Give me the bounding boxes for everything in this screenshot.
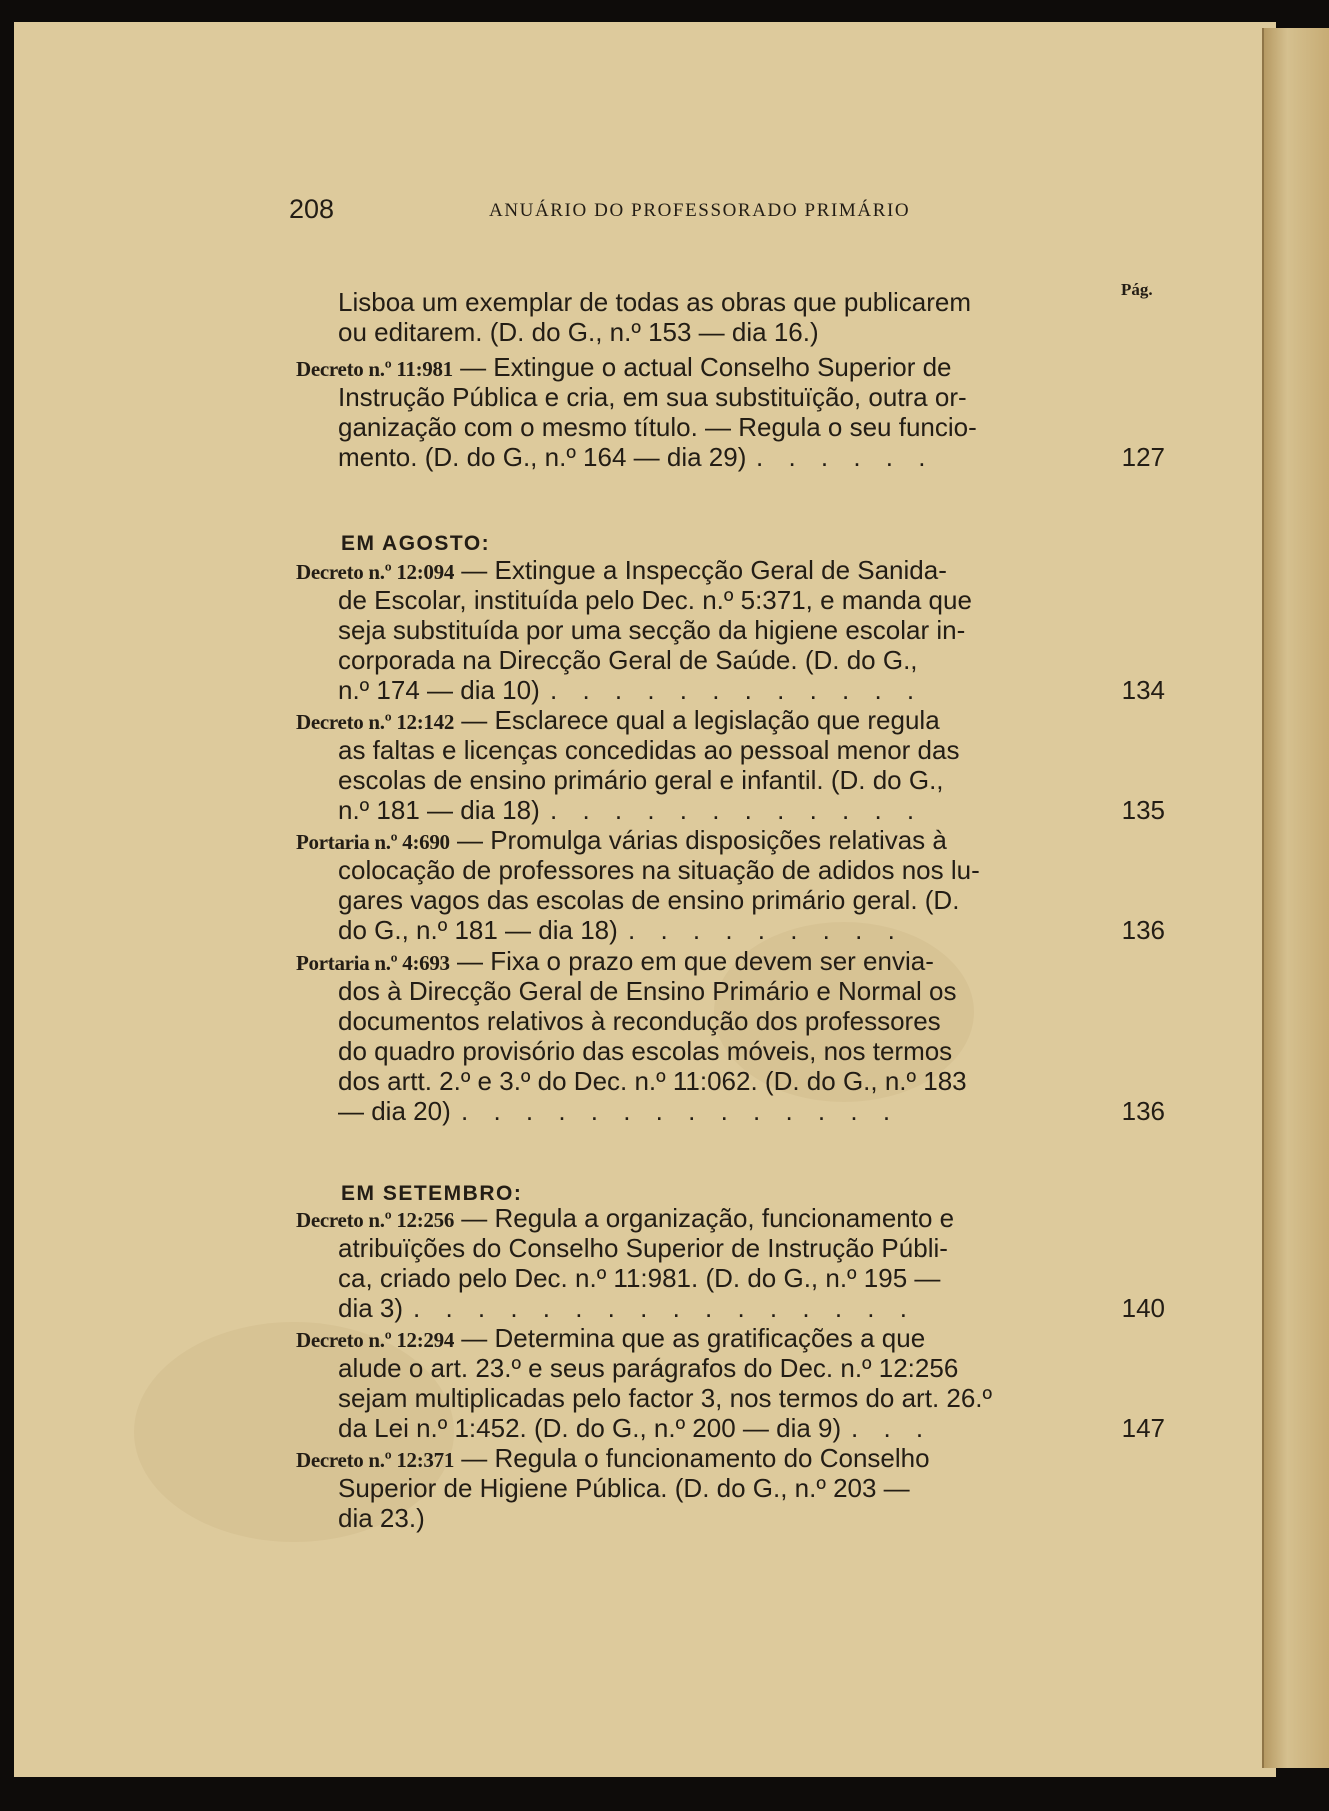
- entry-text: [338, 585, 972, 615]
- entry-body: — Esclarece qual a legislação que regula: [454, 705, 940, 735]
- index-line: [14, 555, 1276, 585]
- entry-text: [338, 382, 967, 412]
- entry-text: [338, 442, 746, 472]
- decree-reference: Decreto n.º 12:294: [296, 1328, 455, 1352]
- index-line: [14, 825, 1276, 855]
- leader-dots: . . . . . . . . . . . .: [550, 795, 924, 825]
- entry-text: [296, 1443, 930, 1475]
- entry-body: — Promulga várias disposições relativas à: [449, 825, 947, 855]
- decree-reference: Decreto n.º 12:371: [296, 1448, 455, 1472]
- page-reference: 136: [1121, 915, 1165, 945]
- page-number: 208: [289, 194, 335, 224]
- entry-text: [338, 765, 944, 795]
- index-line: [14, 1006, 1276, 1036]
- entry-text: [296, 705, 940, 737]
- entry-body: colocação de professores na situação de adidos nos lu-: [338, 855, 980, 885]
- entry-body: — dia 20): [338, 1096, 451, 1126]
- entry-text: [338, 317, 819, 347]
- entry-body: mento. (D. do G., n.º 164 — dia 29): [338, 442, 747, 472]
- index-line: [14, 1323, 1276, 1353]
- entry-text: [338, 645, 918, 675]
- page-reference: 147: [1121, 1413, 1165, 1443]
- page-reference: 134: [1121, 675, 1165, 705]
- entry-text: [338, 675, 540, 705]
- index-line: [14, 1473, 1276, 1503]
- entry-body: n.º 181 — dia 18): [338, 795, 540, 825]
- entry-body: Instrução Pública e cria, em sua substituïção, outra or-: [338, 382, 967, 412]
- entry-text: [338, 1503, 425, 1533]
- entry-body: Lisboa um exemplar de todas as obras que publicarem: [338, 287, 972, 317]
- entry-body: dos à Direcção Geral de Ensino Primário e Normal os: [338, 976, 957, 1006]
- index-line: [14, 855, 1276, 885]
- decree-reference: Decreto n.º 12:142: [296, 710, 455, 734]
- entry-body: da Lei n.º 1:452. (D. do G., n.º 200 — dia 9): [338, 1413, 842, 1443]
- entry-body: ganização com o mesmo título. — Regula o seu funcio-: [338, 412, 977, 442]
- entry-text: [338, 1006, 941, 1036]
- index-line: [14, 1263, 1276, 1293]
- entry-text: [338, 1066, 967, 1096]
- entry-body: dia 3): [338, 1293, 404, 1323]
- entry-text: [296, 1323, 925, 1355]
- index-line: [14, 1503, 1276, 1533]
- entry-text: [296, 946, 934, 978]
- decree-reference: Decreto n.º 12:256: [296, 1208, 455, 1232]
- entry-body: corporada na Direcção Geral de Saúde. (D. do G.,: [338, 645, 918, 675]
- decree-reference: Decreto n.º 12:094: [296, 560, 455, 584]
- index-line: [14, 615, 1276, 645]
- index-line: [14, 1413, 1276, 1443]
- decree-reference: Decreto n.º 11:981: [296, 357, 453, 381]
- entry-body: — Determina que as gratificações a que: [454, 1323, 926, 1353]
- entry-body: documentos relativos à recondução dos professores: [338, 1006, 941, 1036]
- index-line: [14, 885, 1276, 915]
- index-line: [14, 946, 1276, 976]
- entry-body: dos artt. 2.º e 3.º do Dec. n.º 11:062. (D. do G., n.º 183: [338, 1066, 967, 1096]
- entry-body: — Regula o funcionamento do Conselho: [454, 1443, 930, 1473]
- entry-text: [338, 1383, 992, 1413]
- entry-body: ou editarem. (D. do G., n.º 153 — dia 16.): [338, 317, 819, 347]
- index-line: [14, 352, 1276, 382]
- entry-body: escolas de ensino primário geral e infantil. (D. do G.,: [338, 765, 944, 795]
- entry-body: dia 23.): [338, 1503, 425, 1533]
- leader-dots: . . . . . . . . .: [628, 915, 904, 945]
- entry-text: [296, 825, 947, 857]
- page-edge: [1262, 28, 1329, 1768]
- entry-body: gares vagos das escolas de ensino primário geral. (D.: [338, 885, 960, 915]
- entry-text: [338, 735, 959, 765]
- running-title: ANUÁRIO DO PROFESSORADO PRIMÁRIO: [489, 200, 911, 221]
- entry-text: [338, 412, 977, 442]
- entry-text: [338, 1263, 940, 1293]
- page-reference: 127: [1121, 442, 1165, 472]
- entry-text: [338, 1353, 958, 1383]
- entry-text: [338, 976, 956, 1006]
- index-line: [14, 705, 1276, 735]
- entry-text: [338, 615, 965, 645]
- index-line: [14, 317, 1276, 347]
- leader-dots: . . . . . . . . . . . .: [550, 675, 924, 705]
- index-line: [14, 287, 1276, 317]
- index-line: [14, 412, 1276, 442]
- index-line: [14, 585, 1276, 615]
- leader-dots: . . . . . . . . . . . . . .: [461, 1096, 900, 1126]
- entry-text: [338, 1096, 451, 1126]
- entry-body: — Extingue o actual Conselho Superior de: [452, 352, 952, 382]
- entry-text: [296, 1203, 954, 1235]
- book-page: [14, 22, 1276, 1777]
- entry-text: [338, 1233, 948, 1263]
- entry-text: [296, 352, 952, 384]
- index-line: [14, 765, 1276, 795]
- index-line: [14, 382, 1276, 412]
- entry-text: [338, 1413, 841, 1443]
- leader-dots: . . . . . .: [756, 442, 935, 472]
- entry-body: — Regula a organização, funcionamento e: [454, 1203, 955, 1233]
- index-line: [14, 976, 1276, 1006]
- index-line: [14, 1233, 1276, 1263]
- section-heading: EM SETEMBRO:: [341, 1182, 523, 1205]
- entry-body: do quadro provisório das escolas móveis, nos termos: [338, 1036, 953, 1066]
- entry-text: [338, 915, 618, 945]
- index-line: [14, 795, 1276, 825]
- decree-reference: Portaria n.º 4:693: [296, 951, 450, 975]
- leader-dots: . . .: [851, 1413, 933, 1443]
- index-line: [14, 1096, 1276, 1126]
- entry-text: [338, 855, 980, 885]
- entry-body: ca, criado pelo Dec. n.º 11:981. (D. do G., n.º 195 —: [338, 1263, 941, 1293]
- entry-body: seja substituída por uma secção da higiene escolar in-: [338, 615, 966, 645]
- entry-body: atribuïções do Conselho Superior de Instrução Públi-: [338, 1233, 948, 1263]
- index-line: [14, 442, 1276, 472]
- index-line: [14, 645, 1276, 675]
- index-line: [14, 1353, 1276, 1383]
- page-column-label: Pág.: [1121, 280, 1153, 299]
- decree-reference: Portaria n.º 4:690: [296, 830, 450, 854]
- entry-body: de Escolar, instituída pelo Dec. n.º 5:371, e manda que: [338, 585, 972, 615]
- leader-dots: . . . . . . . . . . . . . . . .: [413, 1293, 916, 1323]
- entry-body: alude o art. 23.º e seus parágrafos do Dec. n.º 12:256: [338, 1353, 959, 1383]
- entry-body: n.º 174 — dia 10): [338, 675, 540, 705]
- index-line: [14, 915, 1276, 945]
- page-reference: 140: [1121, 1293, 1165, 1323]
- entry-body: — Extingue a Inspecção Geral de Sanida-: [454, 555, 947, 585]
- index-line: [14, 1443, 1276, 1473]
- index-line: [14, 1203, 1276, 1233]
- page-reference: 136: [1121, 1096, 1165, 1126]
- index-line: [14, 675, 1276, 705]
- entry-body: Superior de Higiene Pública. (D. do G., n.º 203 —: [338, 1473, 910, 1503]
- entry-text: [338, 885, 959, 915]
- entry-text: [296, 555, 947, 587]
- entry-text: [338, 795, 540, 825]
- entry-body: do G., n.º 181 — dia 18): [338, 915, 618, 945]
- index-line: [14, 735, 1276, 765]
- section-heading: EM AGOSTO:: [341, 532, 491, 555]
- page-reference: 135: [1121, 795, 1165, 825]
- entry-text: [338, 1293, 403, 1323]
- entry-body: sejam multiplicadas pelo factor 3, nos termos do art. 26.º: [338, 1383, 993, 1413]
- entry-body: — Fixa o prazo em que devem ser envia-: [449, 946, 934, 976]
- index-line: [14, 1036, 1276, 1066]
- entry-body: as faltas e licenças concedidas ao pessoal menor das: [338, 735, 960, 765]
- index-entries: [14, 22, 1276, 1777]
- entry-text: [338, 1036, 952, 1066]
- index-line: [14, 1383, 1276, 1413]
- index-line: [14, 1293, 1276, 1323]
- entry-text: [338, 287, 971, 317]
- index-line: [14, 1066, 1276, 1096]
- entry-text: [338, 1473, 910, 1503]
